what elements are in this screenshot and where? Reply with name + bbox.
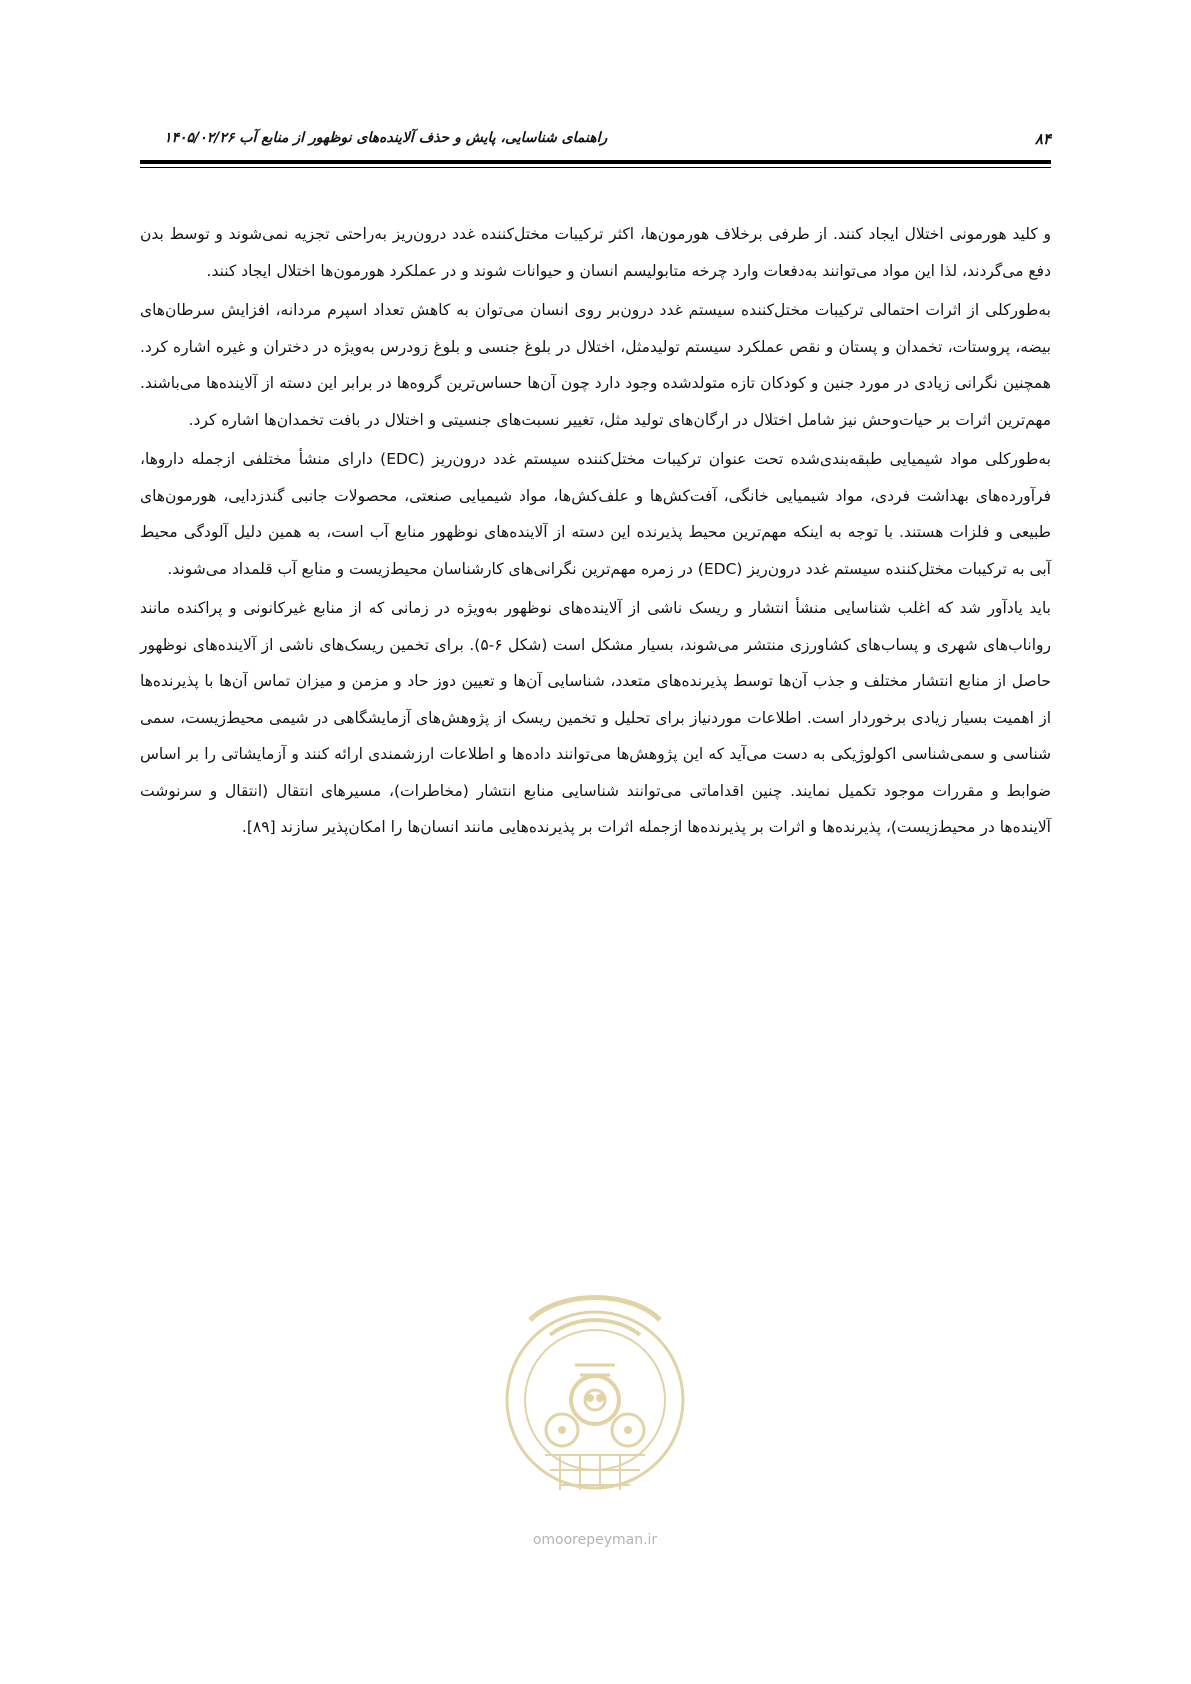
body-text: [140, 216, 1051, 849]
header-title-group: [140, 130, 607, 146]
running-header: [140, 126, 1051, 160]
paragraph-4: باید یادآور شد که اغلب شناسایی منشأ انتشار و ریسک ناشی از آلاینده‌های نوظهور به‌ویژه در زمانی که از منابع غیرکانونی و پراکنده مانند رواناب‌های شهری و پساب‌های کشاورزی منتشر می‌شوند، بسیار مشکل است (شکل ۶-۵). برای تخمین ریسک‌های ناشی از آلاینده‌های نوظهور حاصل از منابع انتشار مختلف و جذب آن‌ها توسط پذیرنده‌های متعدد، شناسایی آن‌ها و تعیین دوز حاد و مزمن و میزان تماس آن‌ها با پذیرنده‌ها از اهمیت بسیار زیادی برخوردار است. اطلاعات موردنیاز برای تحلیل و تخمین ریسک از پژوهش‌های آزمایشگاهی در شیمی محیط‌زیست، سمی شناسی و سمی‌شناسی اکولوژیکی به دست می‌آید که این پژوهش‌ها می‌توانند داده‌ها و اطلاعات ارزشمندی ارائه کنند و آزمایشاتی را بر اساس ضوابط و مقررات موجود تکمیل نمایند. چنین اقداماتی می‌توانند شناسایی منابع انتشار (مخاطرات)، مسیرهای انتقال (انتقال و سرنوشت آلاینده‌ها در محیط‌زیست)، پذیرنده‌ها و اثرات بر پذیرنده‌ها ازجمله اثرات بر پذیرنده‌هایی مانند انسان‌ها را امکان‌پذیر سازند [۸۹].: [140, 599, 1051, 836]
paragraph-3: به‌طورکلی مواد شیمیایی طبقه‌بندی‌شده تحت عنوان ترکیبات مختل‌کننده سیستم غدد درون‌ریز (EDC) دارای منشأ مختلفی ازجمله داروها، فرآورده‌های بهداشت فردی، مواد شیمیایی خانگی، آفت‌کش‌ها و علف‌کش‌ها، مواد شیمیایی صنعتی، محصولات جانبی گندزدایی، هورمون‌های طبیعی و فلزات هستند. با توجه به اینکه مهم‌ترین محیط پذیرنده این دسته از آلاینده‌های نوظهور منابع آب است، به همین دلیل آلودگی محیط آبی به ترکیبات مختل‌کننده سیستم غدد درون‌ریز (EDC) در زمره مهم‌ترین نگرانی‌های کارشناسان محیط‌زیست و منابع آب قلمداد می‌شوند.: [140, 450, 1051, 578]
header-title: راهنمای شناسایی، پایش و حذف آلاینده‌های نوظهور از منابع آب: [239, 130, 608, 146]
paragraph-1: و کلید هورمونی اختلال ایجاد کنند. از طرفی برخلاف هورمون‌ها، اکثر ترکیبات مختل‌کننده غدد درون‌ریز به‌راحتی تجزیه نمی‌شوند و توسط بدن دفع می‌گردند، لذا این مواد می‌توانند به‌دفعات وارد چرخه متابولیسم انسان و حیوانات شوند و در عملکرد هورمون‌ها اختلال ایجاد کنند.: [140, 225, 1051, 280]
watermark-url: omoorepeyman.ir: [532, 1532, 658, 1548]
omoorepeyman-logo-icon: [490, 1280, 700, 1530]
header-date: ۱۴۰۵/۰۲/۲۶: [164, 130, 235, 146]
header-rule-thick: [140, 160, 1051, 164]
header-rule-thin: [140, 167, 1051, 168]
page-number: ۸۴: [1034, 130, 1051, 148]
paragraph-2: به‌طورکلی از اثرات احتمالی ترکیبات مختل‌کننده سیستم غدد درون‌بر روی انسان می‌توان به کاهش تعداد اسپرم مردانه، افزایش سرطان‌های بیضه، پروستات، تخمدان و پستان و نقص عملکرد سیستم تولیدمثل، اختلال در بلوغ جنسی و بلوغ زودرس به‌ویژه در دختران و غیره اشاره کرد. همچنین نگرانی زیادی در مورد جنین و کودکان تازه متولدشده وجود دارد چون آن‌ها حساس‌ترین گروه‌ها در برابر این دسته از آلاینده‌ها می‌باشند. مهم‌ترین اثرات بر حیات‌وحش نیز شامل اختلال در ارگان‌های تولید مثل، تغییر نسبت‌های جنسیتی و اختلال در بافت تخمدان‌ها اشاره کرد.: [140, 301, 1051, 429]
